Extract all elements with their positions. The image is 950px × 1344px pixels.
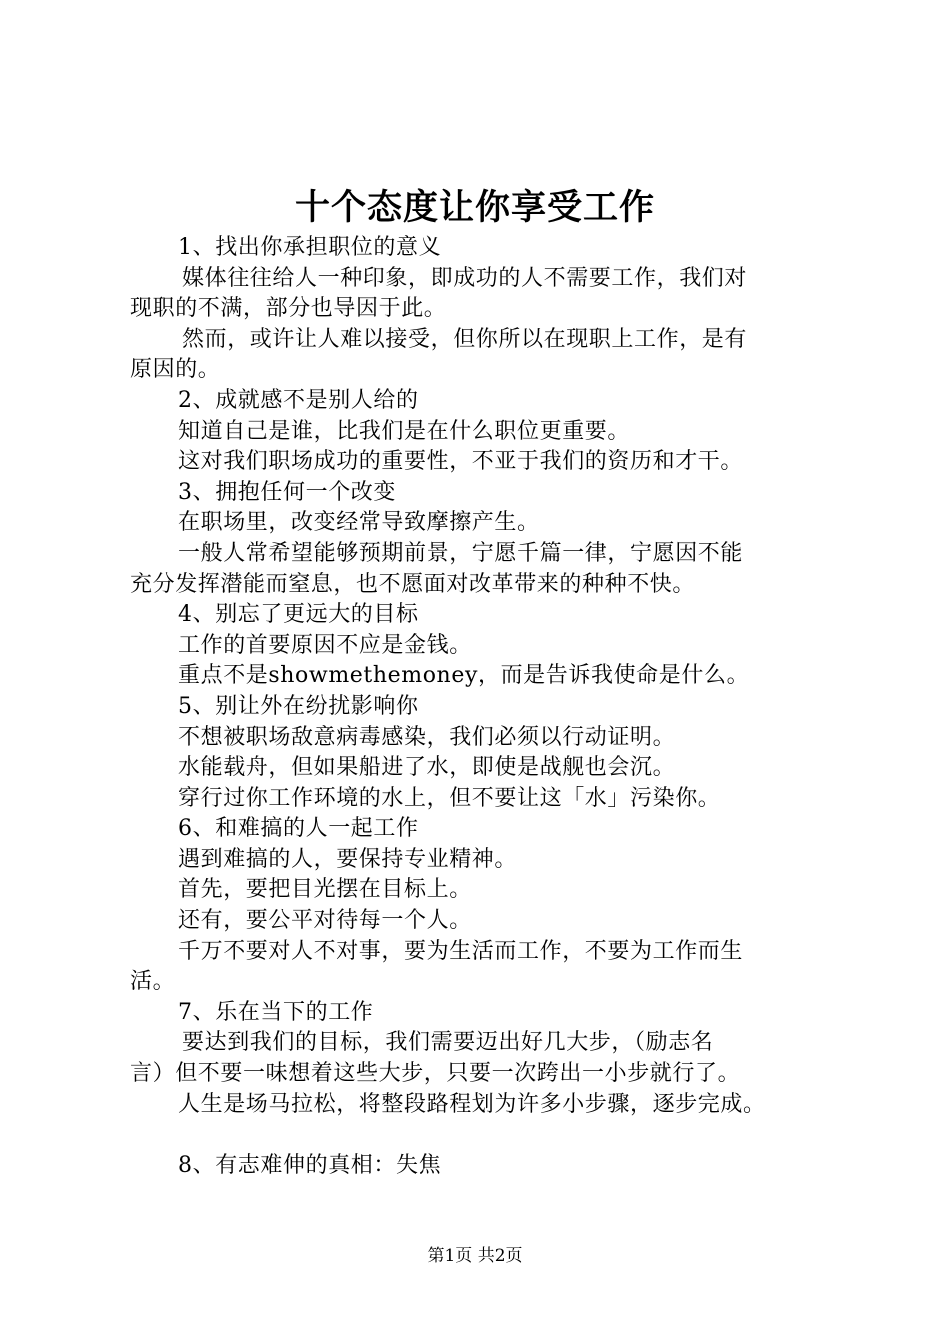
page-footer: 第1页 共2页 bbox=[427, 1246, 523, 1266]
paragraph-line: 充分发挥潜能而窒息，也不愿面对改革带来的种种不快。 bbox=[130, 571, 696, 597]
paragraph-line: 首先，要把目光摆在目标上。 bbox=[178, 877, 472, 903]
paragraph-line: 重点不是showmethemoney，而是告诉我使命是什么。 bbox=[178, 663, 750, 689]
paragraph-line: 这对我们职场成功的重要性，不亚于我们的资历和才干。 bbox=[178, 449, 744, 475]
paragraph-line: 言）但不要一味想着这些大步，只要一次跨出一小步就行了。 bbox=[130, 1061, 741, 1087]
section-heading: 1、找出你承担职位的意义 bbox=[178, 235, 442, 260]
paragraph-line: 现职的不满，部分也导因于此。 bbox=[130, 296, 447, 322]
section-heading: 6、和难搞的人一起工作 bbox=[178, 816, 419, 842]
section-heading: 4、别忘了更远大的目标 bbox=[178, 602, 419, 628]
paragraph-line: 穿行过你工作环境的水上，但不要让这「水」污染你。 bbox=[178, 785, 721, 811]
section-heading: 8、有志难伸的真相：失焦 bbox=[178, 1152, 442, 1178]
paragraph-line: 媒体往往给人一种印象，即成功的人不需要工作，我们对 bbox=[182, 265, 748, 291]
paragraph-line: 然而，或许让人难以接受，但你所以在现职上工作，是有 bbox=[182, 326, 748, 352]
blank-line bbox=[130, 1120, 842, 1151]
paragraph-line: 一般人常希望能够预期前景，宁愿千篇一律，宁愿因不能 bbox=[178, 540, 744, 566]
section-heading: 5、别让外在纷扰影响你 bbox=[178, 693, 419, 719]
document-body bbox=[130, 233, 842, 1181]
paragraph-line: 知道自己是谁，比我们是在什么职位更重要。 bbox=[178, 418, 631, 444]
section-heading: 2、成就感不是别人给的 bbox=[178, 387, 419, 413]
paragraph-line: 原因的。 bbox=[130, 357, 221, 383]
paragraph-line: 千万不要对人不对事，要为生活而工作，不要为工作而生 bbox=[178, 938, 744, 964]
paragraph-line: 工作的首要原因不应是金钱。 bbox=[178, 632, 472, 658]
document-title: 十个态度让你享受工作 bbox=[294, 188, 655, 228]
paragraph-line: 要达到我们的目标，我们需要迈出好几大步，（励志名 bbox=[182, 1030, 714, 1056]
paragraph-line: 还有，要公平对待每一个人。 bbox=[178, 908, 472, 934]
paragraph-line: 在职场里，改变经常导致摩擦产生。 bbox=[178, 510, 540, 536]
paragraph-line: 活。 bbox=[130, 969, 176, 995]
paragraph-line: 人生是场马拉松，将整段路程划为许多小步骤，逐步完成。 bbox=[178, 1091, 766, 1117]
section-heading: 3、拥抱任何一个改变 bbox=[178, 479, 396, 505]
section-heading: 7、乐在当下的工作 bbox=[178, 999, 374, 1025]
paragraph-line: 遇到难搞的人，要保持专业精神。 bbox=[178, 846, 518, 872]
paragraph-line: 不想被职场敌意病毒感染，我们必须以行动证明。 bbox=[178, 724, 676, 750]
paragraph-line: 水能载舟，但如果船进了水，即使是战舰也会沉。 bbox=[178, 755, 676, 781]
